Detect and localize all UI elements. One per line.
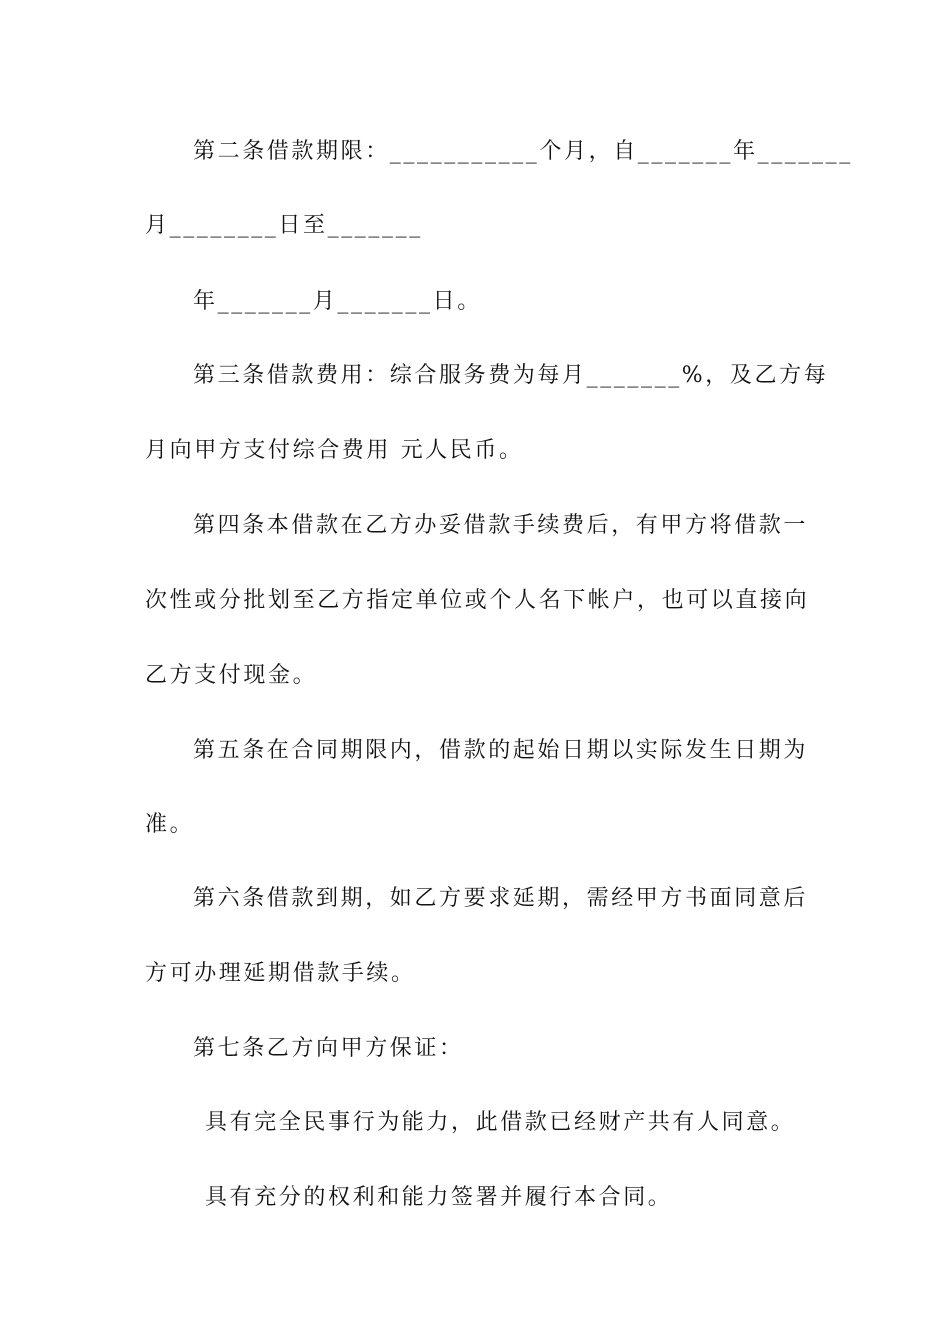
article-3-line-1: 第三条借款费用：综合服务费为每月_______%，及乙方每 bbox=[193, 363, 829, 388]
article-3-line-2: 月向甲方支付综合费用 元人民币。 bbox=[145, 438, 524, 463]
article-7-item-2: 具有充分的权利和能力签署并履行本合同。 bbox=[205, 1185, 673, 1210]
article-2-line-3: 年_______月_______日。 bbox=[193, 289, 482, 314]
article-5-line-2: 准。 bbox=[145, 812, 195, 837]
article-7-item-1: 具有完全民事行为能力，此借款已经财产共有人同意。 bbox=[205, 1110, 796, 1135]
article-5-line-1: 第五条在合同期限内，借款的起始日期以实际发生日期为 bbox=[193, 738, 809, 763]
article-2-line-1: 第二条借款期限：___________个月，自_______年_______ bbox=[193, 139, 853, 164]
article-2-line-2: 月________日至_______ bbox=[145, 213, 423, 238]
article-4-line-3: 乙方支付现金。 bbox=[145, 663, 318, 688]
article-6-line-1: 第六条借款到期，如乙方要求延期，需经甲方书面同意后 bbox=[193, 886, 809, 911]
article-4-line-2: 次性或分批划至乙方指定单位或个人名下帐户，也可以直接向 bbox=[145, 588, 810, 613]
article-6-line-2: 方可办理延期借款手续。 bbox=[145, 961, 416, 986]
article-7-heading: 第七条乙方向甲方保证： bbox=[193, 1036, 464, 1061]
article-4-line-1: 第四条本借款在乙方办妥借款手续费后，有甲方将借款一 bbox=[193, 513, 809, 538]
